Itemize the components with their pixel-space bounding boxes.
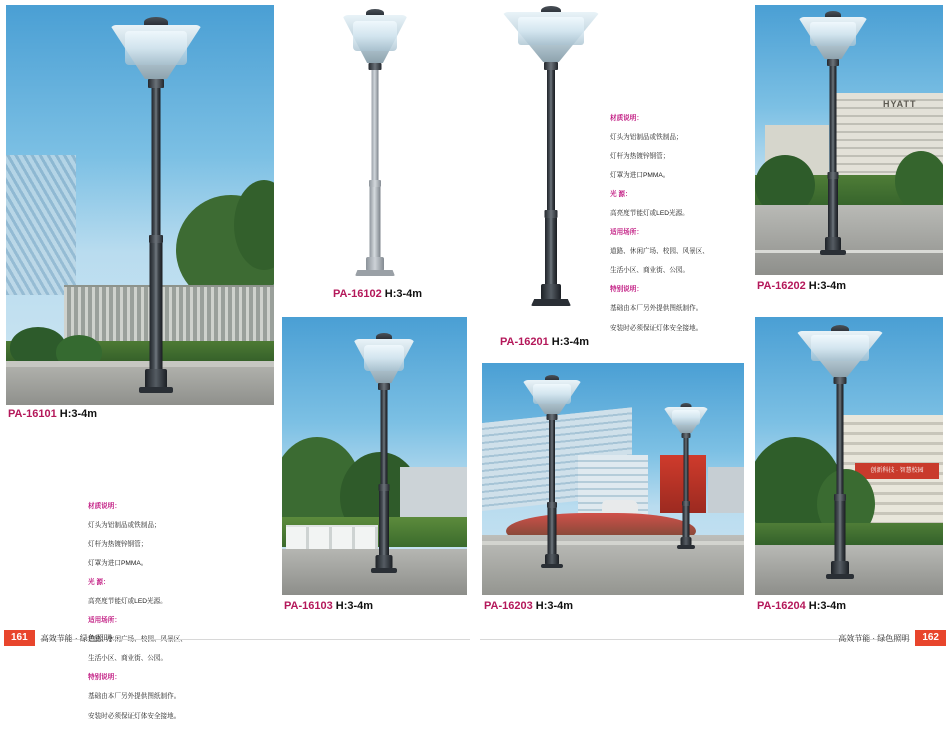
lamp-base bbox=[825, 237, 841, 251]
spec-title-note: 特别说明： bbox=[610, 286, 643, 294]
product-photo-pa-16101 bbox=[6, 5, 274, 405]
spec-line: 灯头为铝制品或铁制品； bbox=[610, 133, 683, 141]
spec-line: 灯头为铝制品或铁制品； bbox=[88, 521, 161, 529]
caption-pa-16102 bbox=[333, 288, 422, 300]
lamp-pole bbox=[381, 390, 388, 486]
pole-joint bbox=[149, 235, 163, 243]
page-number-right: 162 bbox=[915, 630, 946, 646]
spec-line: 高亮度节能灯或LED光源。 bbox=[610, 210, 689, 218]
lamp-pole-lower bbox=[150, 243, 163, 373]
spec-line: 安装时必须保证灯体安全接地。 bbox=[610, 324, 703, 332]
lamp-collar bbox=[148, 79, 164, 88]
lamp-glass bbox=[353, 21, 397, 51]
caption-pa-16103 bbox=[284, 600, 373, 612]
base-plate bbox=[541, 564, 563, 568]
lamp-pa-16102 bbox=[335, 7, 415, 281]
pole-joint bbox=[828, 172, 839, 179]
base-plate bbox=[531, 299, 571, 306]
spec-title-source: 光 源： bbox=[88, 578, 110, 586]
spec-line: 基础由本厂另外提供图纸制作。 bbox=[610, 305, 703, 313]
product-height: H:3-4m bbox=[808, 280, 847, 292]
product-id: PA-16101 bbox=[8, 408, 57, 420]
background-structure bbox=[6, 155, 76, 295]
product-photo-pa-16204 bbox=[755, 317, 943, 595]
spec-line: 生活小区、商业街、公园。 bbox=[610, 267, 690, 275]
spec-line: 灯杆为热镀锌钢管； bbox=[88, 540, 148, 548]
base-plate bbox=[677, 545, 695, 549]
lamp-base bbox=[376, 555, 393, 569]
spec-line: 灯杆为热镀锌钢管； bbox=[610, 152, 670, 160]
lamp-pole-lower bbox=[548, 508, 557, 556]
footer-right bbox=[832, 625, 946, 651]
caption-pa-16201 bbox=[500, 336, 589, 348]
product-height: H:3-4m bbox=[808, 600, 847, 612]
car bbox=[602, 500, 638, 514]
lamp-pole bbox=[837, 384, 844, 496]
lamp-pa-16101 bbox=[106, 13, 206, 395]
lamp-pole bbox=[372, 70, 379, 182]
product-photo-pa-16102 bbox=[300, 5, 450, 283]
base-plate bbox=[139, 387, 173, 393]
product-photo-pa-16201 bbox=[470, 2, 630, 312]
spec-title-usage: 适用场所： bbox=[88, 617, 121, 625]
lamp-pa-16203-right bbox=[654, 401, 718, 553]
spec-line: 灯罩为进口PMMA。 bbox=[88, 559, 148, 567]
lamp-pole-lower bbox=[828, 179, 838, 239]
lamp-glass bbox=[672, 410, 700, 425]
product-height: H:3-4m bbox=[551, 336, 590, 348]
spec-title-usage: 适用场所： bbox=[610, 229, 643, 237]
spec-line: 道路、休闲广场、校园、风景区、 bbox=[610, 248, 709, 256]
lamp-base bbox=[541, 284, 561, 300]
base-plate bbox=[826, 574, 854, 579]
spec-title-material: 材质说明： bbox=[610, 114, 643, 122]
product-photo-pa-16103 bbox=[282, 317, 467, 595]
pole-joint bbox=[834, 494, 846, 501]
lamp-glass bbox=[810, 22, 856, 46]
product-photo-pa-16202 bbox=[755, 5, 943, 275]
caption-pa-16203 bbox=[484, 600, 573, 612]
spec-block-left bbox=[88, 492, 238, 731]
pole-joint bbox=[379, 484, 390, 491]
lamp-pa-16204 bbox=[793, 323, 887, 585]
lamp-pole-lower bbox=[379, 491, 389, 557]
product-height: H:3-4m bbox=[335, 600, 374, 612]
caption-pa-16101 bbox=[8, 408, 97, 420]
lamp-pole bbox=[549, 420, 555, 504]
hotel-sign: HYATT bbox=[883, 99, 917, 109]
tree-cluster bbox=[895, 151, 943, 211]
product-id: PA-16201 bbox=[500, 336, 549, 348]
lamp-collar bbox=[378, 383, 390, 390]
base-plate bbox=[355, 270, 395, 276]
lamp-pole-lower bbox=[835, 501, 846, 563]
spec-line: 安装时必须保证灯体安全接地。 bbox=[88, 712, 181, 720]
product-id: PA-16204 bbox=[757, 600, 806, 612]
base-plate bbox=[820, 250, 846, 255]
lamp-pa-16201 bbox=[498, 4, 604, 312]
spec-title-material: 材质说明： bbox=[88, 502, 121, 510]
lamp-collar bbox=[834, 377, 847, 384]
product-height: H:3-4m bbox=[384, 288, 423, 300]
lamp-pole bbox=[684, 438, 689, 502]
product-id: PA-16103 bbox=[284, 600, 333, 612]
lamp-glass bbox=[125, 31, 187, 65]
spec-line: 基础由本厂另外提供图纸制作。 bbox=[88, 693, 181, 701]
product-id: PA-16203 bbox=[484, 600, 533, 612]
lamp-base bbox=[145, 369, 167, 389]
product-id: PA-16202 bbox=[757, 280, 806, 292]
lamp-glass bbox=[518, 17, 584, 45]
lamp-pa-16203-left bbox=[512, 373, 592, 573]
lamp-pole-lower bbox=[683, 506, 690, 538]
footer-text-right: 高效节能 · 绿色照明 bbox=[838, 633, 910, 643]
spec-line: 高亮度节能灯或LED光源。 bbox=[88, 598, 167, 606]
lamp-pa-16202 bbox=[793, 9, 873, 259]
product-height: H:3-4m bbox=[59, 408, 98, 420]
base-plate bbox=[371, 568, 397, 573]
spec-line: 灯罩为进口PMMA。 bbox=[610, 171, 670, 179]
page-number-left: 161 bbox=[4, 630, 35, 646]
lamp-pole bbox=[830, 66, 837, 174]
spec-block-right bbox=[610, 104, 760, 343]
caption-pa-16202 bbox=[757, 280, 846, 292]
footer-text-left: 高效节能 · 绿色照明 bbox=[40, 633, 112, 643]
spec-line: 生活小区、商业街、公园。 bbox=[88, 655, 168, 663]
product-id: PA-16102 bbox=[333, 288, 382, 300]
lamp-pole bbox=[547, 70, 555, 212]
lamp-glass bbox=[811, 335, 869, 361]
pole-joint bbox=[369, 180, 381, 187]
lamp-pole-lower bbox=[545, 218, 557, 286]
spec-title-note: 特别说明： bbox=[88, 674, 121, 682]
lamp-collar bbox=[369, 63, 382, 70]
lamp-base bbox=[366, 257, 384, 271]
spec-title-source: 光 源： bbox=[610, 190, 632, 198]
pole-joint bbox=[545, 210, 558, 218]
lamp-collar bbox=[544, 62, 558, 70]
caption-pa-16204 bbox=[757, 600, 846, 612]
footer-left bbox=[4, 625, 118, 651]
product-height: H:3-4m bbox=[535, 600, 574, 612]
lamp-pa-16103 bbox=[344, 331, 424, 577]
lamp-pole bbox=[152, 88, 161, 238]
lamp-pole-lower bbox=[370, 187, 381, 259]
lamp-base bbox=[831, 561, 849, 575]
lamp-glass bbox=[364, 345, 404, 371]
lamp-collar bbox=[827, 59, 839, 66]
product-photo-pa-16203 bbox=[482, 363, 744, 595]
campus-sign: 创新科技 · 智慧校园 bbox=[855, 463, 939, 479]
lamp-glass bbox=[533, 384, 571, 404]
